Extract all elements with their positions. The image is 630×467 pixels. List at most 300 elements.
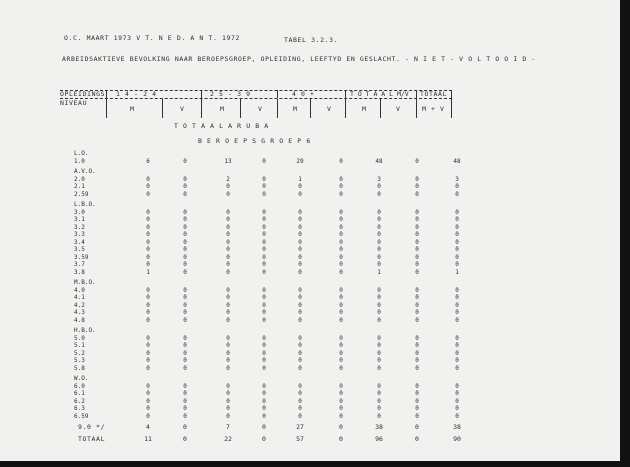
cell-value: 0 (183, 357, 187, 364)
cell-value: 0 (298, 261, 302, 268)
cell-value: 0 (226, 412, 230, 420)
cell-value: 0 (146, 316, 150, 324)
level-code: 3.0 (74, 208, 85, 216)
value-column (138, 176, 158, 199)
cell-value: 0 (298, 223, 302, 231)
cell-value: 0 (415, 349, 419, 357)
cell-value: 0 (455, 382, 459, 390)
cell-value: 0 (146, 309, 150, 316)
cell-value: 0 (455, 208, 459, 216)
cell-value: 0 (183, 208, 187, 216)
table-number: TABEL 3.2.3. (284, 36, 339, 44)
cell-value: 0 (146, 216, 150, 223)
total-cell-value: 4 (146, 423, 150, 431)
cell-value: 0 (415, 261, 419, 268)
cell-value: 0 (415, 309, 419, 316)
value-column (369, 209, 389, 277)
cell-value: 0 (183, 397, 187, 405)
value-column (218, 209, 238, 277)
cell-value: 0 (298, 397, 302, 405)
cell-value: 0 (298, 390, 302, 397)
value-column (331, 335, 351, 373)
cell-value: 0 (183, 268, 187, 276)
cell-value: 0 (183, 175, 187, 183)
cell-value: 0 (415, 316, 419, 324)
cell-value: 0 (262, 412, 266, 420)
cell-value: 0 (298, 349, 302, 357)
cell-value: 0 (455, 349, 459, 357)
cell-value: 0 (415, 294, 419, 301)
cell-value: 0 (146, 412, 150, 420)
level-code: 3.4 (74, 238, 85, 246)
cell-value: 0 (226, 216, 230, 223)
cell-value: 0 (146, 301, 150, 309)
cell-value: 0 (146, 382, 150, 390)
value-column (138, 335, 158, 373)
cell-value: 0 (415, 246, 419, 253)
cell-value: 0 (262, 382, 266, 390)
total-cell-value: 0 (183, 423, 187, 431)
sub-header-m: M (293, 105, 298, 113)
value-column (369, 383, 389, 421)
cell-value: 0 (455, 301, 459, 309)
cell-value: 0 (415, 183, 419, 190)
group-name: M.B.O. (74, 279, 96, 286)
cell-value: 0 (146, 183, 150, 190)
group-codes (74, 150, 88, 165)
cell-value: 0 (146, 286, 150, 294)
cell-value: 0 (298, 286, 302, 294)
cell-value: 0 (455, 364, 459, 372)
cell-value: 0 (298, 309, 302, 316)
cell-value: 0 (262, 238, 266, 246)
cell-value: 0 (226, 183, 230, 190)
cell-value: 0 (377, 412, 381, 420)
cell-value: 0 (262, 316, 266, 324)
cell-value: 0 (226, 364, 230, 372)
cell-value: 0 (455, 334, 459, 342)
group-name: W.O. (74, 375, 89, 382)
cell-value: 0 (455, 238, 459, 246)
cell-value: 0 (415, 216, 419, 223)
cell-value: 0 (339, 253, 343, 261)
cell-value: 0 (415, 223, 419, 231)
cell-value: 0 (183, 405, 187, 412)
cell-value: 0 (298, 231, 302, 238)
cell-value: 0 (415, 286, 419, 294)
value-column (290, 158, 310, 166)
value-column (369, 176, 389, 199)
cell-value: 0 (339, 268, 343, 276)
cell-value: 0 (339, 261, 343, 268)
cell-value: 0 (415, 253, 419, 261)
cell-value: 0 (226, 238, 230, 246)
cell-value: 0 (415, 268, 419, 276)
cell-value: 0 (146, 405, 150, 412)
cell-value: 0 (455, 286, 459, 294)
cell-value: 0 (262, 190, 266, 198)
cell-value: 0 (339, 175, 343, 183)
value-column (447, 335, 467, 373)
cell-value: 0 (377, 190, 381, 198)
cell-value: 0 (183, 412, 187, 420)
cell-value: 0 (226, 223, 230, 231)
cell-value: 0 (377, 309, 381, 316)
group-codes (74, 279, 96, 324)
cell-value: 0 (226, 397, 230, 405)
cell-value: 0 (455, 253, 459, 261)
area-label: T O T A A L A R U B A (174, 122, 269, 130)
cell-value: 0 (183, 334, 187, 342)
total-header: TOTAAL (420, 90, 448, 98)
cell-value: 0 (377, 261, 381, 268)
cell-value: 0 (377, 223, 381, 231)
level-code: 5.1 (74, 342, 85, 349)
cell-value: 0 (455, 357, 459, 364)
value-column (369, 287, 389, 325)
cell-value: 0 (298, 183, 302, 190)
cell-value: 0 (226, 390, 230, 397)
cell-value: 0 (377, 183, 381, 190)
cell-value: 0 (262, 157, 266, 165)
level-code: 2.1 (74, 183, 85, 190)
total-cell-value: 96 (375, 435, 383, 443)
cell-value: 0 (226, 208, 230, 216)
cell-value: 0 (146, 390, 150, 397)
cell-value: 0 (455, 183, 459, 190)
cell-value: 48 (375, 157, 383, 165)
cell-value: 0 (339, 231, 343, 238)
cell-value: 0 (339, 238, 343, 246)
cell-value: 0 (298, 334, 302, 342)
cell-value: 0 (339, 190, 343, 198)
cell-value: 0 (415, 405, 419, 412)
cell-value: 0 (226, 316, 230, 324)
cell-value: 0 (339, 183, 343, 190)
cell-value: 0 (377, 349, 381, 357)
scan-edge-bottom (0, 461, 630, 467)
cell-value: 0 (226, 334, 230, 342)
value-column (369, 335, 389, 373)
sub-header-v: V (396, 105, 401, 113)
sub-header-v: V (258, 105, 263, 113)
cell-value: 0 (146, 246, 150, 253)
value-column (290, 176, 310, 199)
sub-header-m: M (220, 105, 225, 113)
cell-value: 0 (146, 253, 150, 261)
total-cell-value: 38 (375, 423, 383, 431)
value-column (218, 335, 238, 373)
cell-value: 0 (415, 397, 419, 405)
cell-value: 0 (262, 334, 266, 342)
cell-value: 0 (146, 364, 150, 372)
cell-value: 0 (415, 175, 419, 183)
cell-value: 0 (377, 397, 381, 405)
cell-value: 0 (377, 390, 381, 397)
cell-value: 0 (183, 390, 187, 397)
cell-value: 29 (296, 157, 304, 165)
cell-value: 0 (262, 349, 266, 357)
cell-value: 0 (455, 309, 459, 316)
cell-value: 0 (262, 309, 266, 316)
cell-value: 0 (183, 261, 187, 268)
cell-value: 0 (226, 261, 230, 268)
cell-value: 0 (262, 231, 266, 238)
value-column (369, 158, 389, 166)
value-column (175, 158, 195, 166)
cell-value: 0 (183, 286, 187, 294)
cell-value: 0 (226, 294, 230, 301)
cell-value: 48 (453, 157, 461, 165)
sub-header-m: M (130, 105, 135, 113)
cell-value: 0 (455, 223, 459, 231)
cell-value: 0 (339, 334, 343, 342)
cell-value: 0 (377, 238, 381, 246)
cell-value: 0 (455, 342, 459, 349)
cell-value: 0 (298, 342, 302, 349)
cell-value: 0 (146, 342, 150, 349)
cell-value: 0 (183, 183, 187, 190)
total-cell-value: 38 (453, 423, 461, 431)
cell-value: 0 (262, 175, 266, 183)
cell-value: 1 (146, 268, 150, 276)
value-column (407, 287, 427, 325)
cell-value: 0 (415, 190, 419, 198)
cell-value: 0 (339, 397, 343, 405)
value-column (407, 209, 427, 277)
cell-value: 0 (339, 208, 343, 216)
cell-value: 0 (377, 253, 381, 261)
cell-value: 0 (226, 382, 230, 390)
level-code: 3.1 (74, 216, 85, 223)
cell-value: 0 (339, 294, 343, 301)
cell-value: 0 (339, 412, 343, 420)
level-code: 3.3 (74, 231, 85, 238)
cell-value: 0 (298, 405, 302, 412)
cell-value: 0 (183, 216, 187, 223)
value-column (218, 158, 238, 166)
value-column (254, 335, 274, 373)
cell-value: 0 (377, 208, 381, 216)
cell-value: 0 (146, 231, 150, 238)
level-code: 1.0 (74, 157, 85, 165)
cell-value: 0 (262, 294, 266, 301)
value-column (290, 335, 310, 373)
group-name: L.O. (74, 150, 89, 157)
cell-value: 0 (339, 405, 343, 412)
cell-value: 0 (226, 342, 230, 349)
level-code: 4.2 (74, 301, 85, 309)
value-column (331, 209, 351, 277)
cell-value: 0 (183, 246, 187, 253)
occupation-group-label: B E R O E P S G R O E P 6 (198, 137, 311, 145)
level-code: 5.2 (74, 349, 85, 357)
cell-value: 0 (455, 316, 459, 324)
level-code: 6.3 (74, 405, 85, 412)
group-codes (74, 327, 96, 372)
cell-value: 0 (226, 231, 230, 238)
total-cell-value: 0 (262, 435, 266, 443)
value-column (407, 176, 427, 199)
value-column (138, 209, 158, 277)
row-label-2: NIVEAU (60, 99, 88, 107)
value-column (331, 176, 351, 199)
total-cell-value: 11 (144, 435, 152, 443)
cell-value: 0 (415, 342, 419, 349)
cell-value: 0 (146, 238, 150, 246)
cell-value: 0 (377, 231, 381, 238)
total-cell-value: 90 (453, 435, 461, 443)
value-column (447, 158, 467, 166)
level-code: 3.59 (74, 253, 89, 261)
value-column (175, 335, 195, 373)
total-row-label: TOTAAL (78, 435, 106, 443)
cell-value: 0 (146, 208, 150, 216)
level-code: 2.0 (74, 175, 85, 183)
cell-value: 0 (298, 246, 302, 253)
cell-value: 0 (377, 357, 381, 364)
cell-value: 0 (146, 334, 150, 342)
cell-value: 0 (455, 261, 459, 268)
value-column (290, 287, 310, 325)
cell-value: 0 (262, 286, 266, 294)
cell-value: 0 (339, 382, 343, 390)
cell-value: 0 (262, 342, 266, 349)
value-column (447, 287, 467, 325)
cell-value: 0 (262, 223, 266, 231)
value-column (407, 158, 427, 166)
level-code: 4.1 (74, 294, 85, 301)
value-column (218, 287, 238, 325)
value-column (138, 158, 158, 166)
table-title: ARBEIDSAKTIEVE BEVOLKING NAAR BEROEPSGROEP, OPLEIDING, LEEFTYD EN GESLACHT. - N I E T - V O L T O O I D - (62, 55, 536, 63)
total-cell-value: 0 (183, 435, 187, 443)
total-cell-value: 22 (224, 435, 232, 443)
cell-value: 0 (377, 286, 381, 294)
cell-value: 0 (226, 309, 230, 316)
level-code: 5.0 (74, 334, 85, 342)
cell-value: 0 (339, 390, 343, 397)
cell-value: 0 (262, 268, 266, 276)
cell-value: 0 (298, 238, 302, 246)
level-code: 3.2 (74, 223, 85, 231)
cell-value: 1 (455, 268, 459, 276)
value-column (175, 209, 195, 277)
total-row-label: 9.0 */ (78, 423, 106, 431)
cell-value: 0 (339, 349, 343, 357)
cell-value: 0 (377, 405, 381, 412)
cell-value: 0 (183, 349, 187, 357)
cell-value: 0 (146, 175, 150, 183)
value-column (331, 383, 351, 421)
cell-value: 0 (183, 342, 187, 349)
value-column (254, 287, 274, 325)
cell-value: 0 (183, 364, 187, 372)
cell-value: 0 (183, 301, 187, 309)
total-cell-value: 0 (339, 435, 343, 443)
cell-value: 13 (224, 157, 232, 165)
cell-value: 0 (455, 190, 459, 198)
cell-value: 0 (183, 316, 187, 324)
cell-value: 0 (146, 294, 150, 301)
cell-value: 0 (377, 294, 381, 301)
cell-value: 0 (262, 301, 266, 309)
group-name: H.B.O. (74, 327, 96, 334)
cell-value: 0 (415, 231, 419, 238)
value-column (138, 287, 158, 325)
cell-value: 0 (339, 223, 343, 231)
cell-value: 0 (183, 238, 187, 246)
cell-value: 0 (226, 268, 230, 276)
cell-value: 0 (298, 294, 302, 301)
cell-value: 0 (455, 216, 459, 223)
cell-value: 0 (298, 301, 302, 309)
row-label-1: OPLEIDINGS (60, 90, 106, 98)
cell-value: 0 (298, 208, 302, 216)
value-column (290, 209, 310, 277)
value-column (447, 209, 467, 277)
age-group-14-24: 1 4 - 2 4 (116, 90, 157, 98)
value-column (218, 176, 238, 199)
cell-value: 0 (262, 390, 266, 397)
cell-value: 0 (377, 364, 381, 372)
level-code: 6.2 (74, 397, 85, 405)
cell-value: 0 (455, 412, 459, 420)
cell-value: 0 (146, 261, 150, 268)
cell-value: 0 (377, 246, 381, 253)
value-column (331, 158, 351, 166)
cell-value: 3 (377, 175, 381, 183)
cell-value: 0 (298, 364, 302, 372)
sub-header-mv: M + V (422, 105, 445, 113)
cell-value: 0 (339, 309, 343, 316)
total-cell-value: 0 (339, 423, 343, 431)
cell-value: 0 (415, 382, 419, 390)
cell-value: 0 (226, 190, 230, 198)
cell-value: 0 (377, 382, 381, 390)
total-cell-value: 0 (262, 423, 266, 431)
cell-value: 0 (183, 294, 187, 301)
cell-value: 0 (226, 349, 230, 357)
cell-value: 0 (183, 253, 187, 261)
value-column (407, 335, 427, 373)
cell-value: 0 (415, 157, 419, 165)
cell-value: 0 (377, 342, 381, 349)
value-column (175, 176, 195, 199)
value-column (254, 176, 274, 199)
cell-value: 0 (183, 382, 187, 390)
cell-value: 0 (415, 334, 419, 342)
table-header (60, 90, 452, 118)
cell-value: 1 (377, 268, 381, 276)
cell-value: 0 (339, 246, 343, 253)
cell-value: 0 (298, 382, 302, 390)
cell-value: 0 (298, 316, 302, 324)
total-cell-value: 0 (415, 423, 419, 431)
cell-value: 0 (455, 397, 459, 405)
cell-value: 0 (415, 238, 419, 246)
cell-value: 6 (146, 157, 150, 165)
cell-value: 0 (339, 357, 343, 364)
cell-value: 0 (377, 301, 381, 309)
cell-value: 0 (226, 246, 230, 253)
cell-value: 0 (226, 253, 230, 261)
value-column (290, 383, 310, 421)
value-column (254, 383, 274, 421)
level-code: 5.8 (74, 364, 85, 372)
cell-value: 0 (262, 216, 266, 223)
cell-value: 0 (298, 268, 302, 276)
